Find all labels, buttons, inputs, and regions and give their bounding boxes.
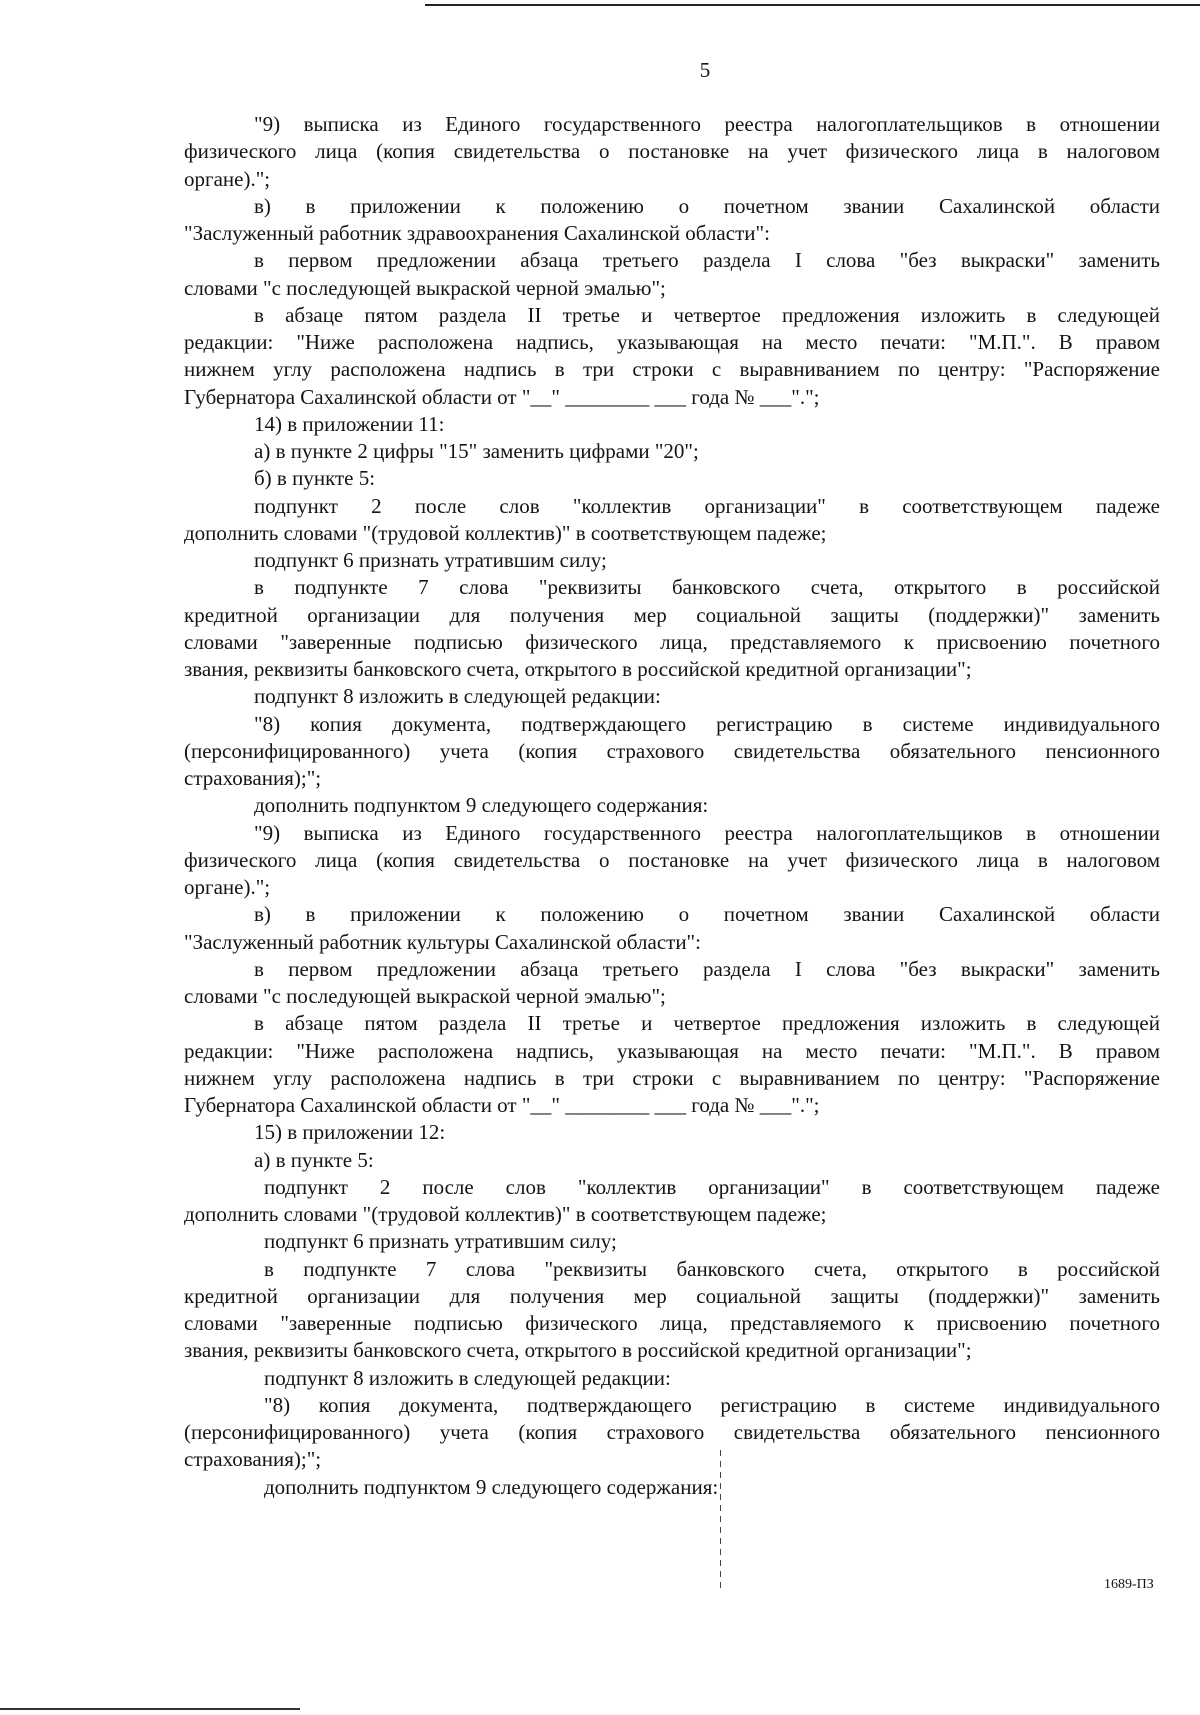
text-line: "Заслуженный работник культуры Сахалинской области":: [184, 929, 701, 954]
text-line: органе).";: [184, 166, 271, 191]
text-line: "9) выписка из Единого государственного реестра налогоплательщиков в отношении: [254, 820, 1160, 845]
text-line: в) в приложении к положению о почетном звании Сахалинской области: [254, 193, 1160, 218]
text-line: подпункт 6 признать утратившим силу;: [254, 548, 607, 572]
text-line: страхования);";: [184, 766, 322, 790]
text-line: страхования);";: [184, 1447, 322, 1472]
text-line: 15) в приложении 12:: [254, 1120, 446, 1145]
text-line: подпункт 8 изложить в следующей редакции:: [264, 1365, 671, 1390]
text-line: кредитной организации для получения мер социальной защиты (поддержки)" заменить: [184, 602, 1160, 627]
text-line: словами "заверенные подписью физического лица, представляемого к присвоению почетного: [184, 629, 1160, 654]
scan-artifact-line: [720, 1450, 721, 1590]
top-scan-rule: [425, 4, 1200, 6]
text-line: физического лица (копия свидетельства о постановке на учет физического лица в налоговом: [184, 847, 1160, 872]
text-line: редакции: "Ниже расположена надпись, указывающая на место печати: "М.П.". В правом: [184, 1038, 1160, 1063]
text-line: звания, реквизиты банковского счета, открытого в российской кредитной организации";: [184, 657, 972, 681]
text-line: органе).";: [184, 875, 271, 899]
text-line: кредитной организации для получения мер социальной защиты (поддержки)" заменить: [184, 1283, 1160, 1308]
text-line: нижнем углу расположена надпись в три строки с выравниванием по центру: "Распоряжение: [184, 1065, 1160, 1090]
text-line: "9) выписка из Единого государственного реестра налогоплательщиков в отношении: [254, 112, 1160, 136]
text-line: а) в пункте 2 цифры "15" заменить цифрами "20";: [254, 439, 699, 463]
text-line: подпункт 2 после слов "коллектив организации" в соответствующем падеже: [254, 493, 1160, 518]
text-line: словами "с последующей выкраской черной эмалью";: [184, 275, 666, 300]
text-line: дополнить словами "(трудовой коллектив)" в соответствующем падеже;: [184, 520, 827, 545]
text-line: б) в пункте 5:: [254, 466, 376, 491]
text-line: в первом предложении абзаца третьего раздела I слова "без выкраски" заменить: [254, 956, 1160, 981]
text-line: дополнить словами "(трудовой коллектив)" в соответствующем падеже;: [184, 1202, 827, 1226]
text-line: словами "заверенные подписью физического лица, представляемого к присвоению почетного: [184, 1311, 1160, 1335]
text-line: редакции: "Ниже расположена надпись, указывающая на место печати: "М.П.". В правом: [184, 330, 1160, 354]
text-line: дополнить подпунктом 9 следующего содержания:: [254, 793, 709, 818]
text-line: подпункт 2 после слов "коллектив организации" в соответствующем падеже: [264, 1174, 1160, 1199]
text-line: дополнить подпунктом 9 следующего содержания:: [264, 1474, 719, 1499]
text-line: в подпункте 7 слова "реквизиты банковского счета, открытого в российской: [254, 575, 1160, 600]
document-code: 1689-ПЗ: [1104, 1577, 1154, 1592]
text-line: словами "с последующей выкраской черной эмалью";: [184, 984, 666, 1008]
page-number: 5: [699, 58, 711, 82]
text-line: в абзаце пятом раздела II третье и четвертое предложения изложить в следующей: [254, 302, 1160, 327]
text-line: Губернатора Сахалинской области от "__" ________ ___ года № ___".";: [184, 384, 820, 409]
text-line: "Заслуженный работник здравоохранения Сахалинской области":: [184, 221, 770, 245]
text-line: подпункт 6 признать утратившим силу;: [264, 1229, 617, 1254]
document-body: [184, 111, 1160, 1501]
text-line: в) в приложении к положению о почетном звании Сахалинской области: [254, 902, 1160, 927]
text-line: (персонифицированного) учета (копия страхового свидетельства обязательного пенсионного: [184, 738, 1160, 763]
text-line: а) в пункте 5:: [254, 1147, 374, 1172]
text-line: 14) в приложении 11:: [254, 411, 445, 436]
text-line: в первом предложении абзаца третьего раздела I слова "без выкраски" заменить: [254, 248, 1160, 273]
text-line: Губернатора Сахалинской области от "__" ________ ___ года № ___".";: [184, 1093, 820, 1117]
text-line: физического лица (копия свидетельства о постановке на учет физического лица в налоговом: [184, 139, 1160, 164]
text-line: в подпункте 7 слова "реквизиты банковского счета, открытого в российской: [264, 1256, 1160, 1281]
text-line: в абзаце пятом раздела II третье и четвертое предложения изложить в следующей: [254, 1011, 1160, 1036]
text-line: звания, реквизиты банковского счета, открытого в российской кредитной организации";: [184, 1338, 972, 1363]
text-line: "8) копия документа, подтверждающего регистрацию в системе индивидуального: [264, 1392, 1160, 1417]
text-line: "8) копия документа, подтверждающего регистрацию в системе индивидуального: [254, 711, 1160, 736]
text-line: (персонифицированного) учета (копия страхового свидетельства обязательного пенсионного: [184, 1420, 1160, 1444]
bottom-scan-rule: [0, 1708, 300, 1710]
text-line: нижнем углу расположена надпись в три строки с выравниванием по центру: "Распоряжение: [184, 357, 1160, 382]
text-line: подпункт 8 изложить в следующей редакции:: [254, 684, 661, 709]
